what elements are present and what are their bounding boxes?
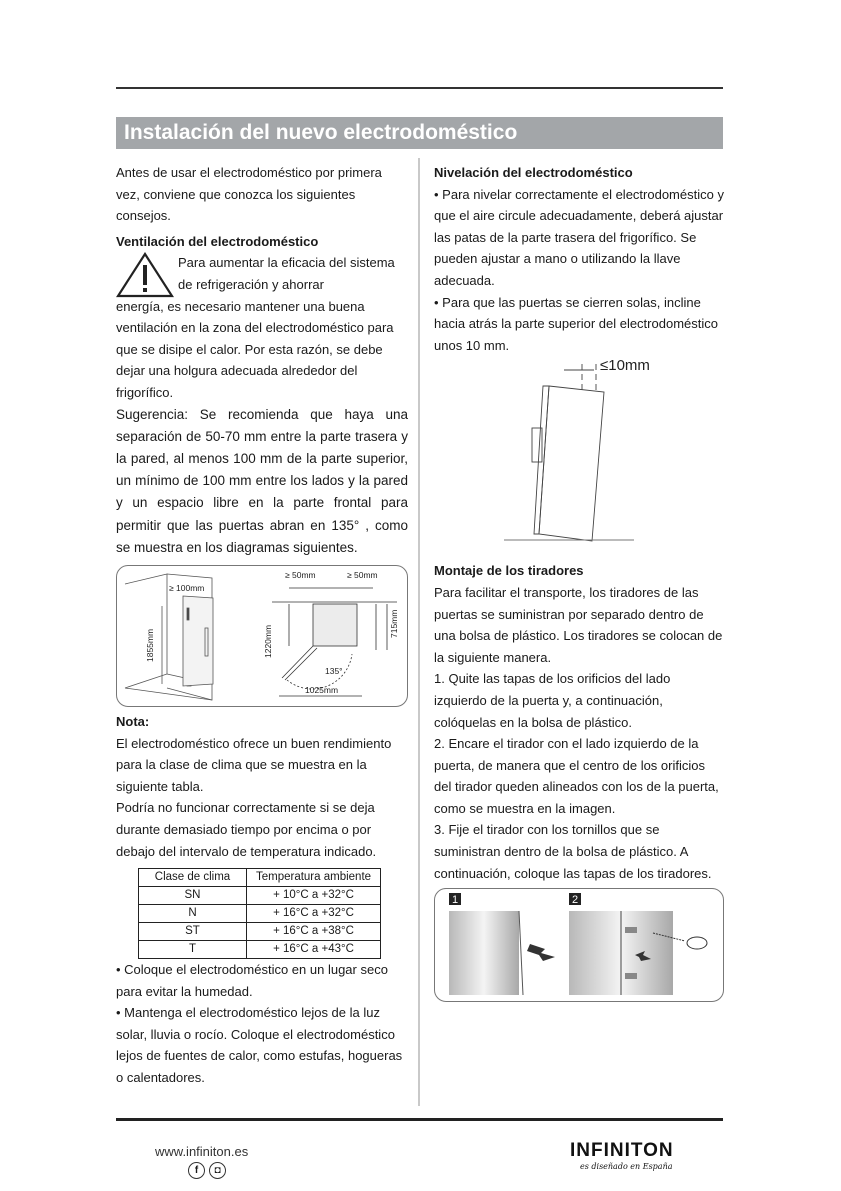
handles-step-1: 1. Quite las tapas de los orificios del lado izquierdo de la puerta y, a continuación, colóquelas en la bolsa de plástico. (434, 671, 671, 730)
warning-block (116, 252, 408, 295)
note-text-2: Podría no funcionar correctamente si se deja durante demasiado tiempo por encima o por debajo del intervalo de temperatura indicado. (116, 800, 377, 859)
table-cell: N (139, 905, 247, 923)
tilt-label: ≤10mm (600, 357, 650, 375)
floor-plan-drawing (272, 588, 397, 696)
leveling-heading: Nivelación del electrodoméstico (434, 165, 633, 180)
hand-screwdriver-icon (687, 937, 707, 949)
table-row (139, 905, 381, 923)
ventilation-text-2: energía, es necesario mantener una buena ventilación en la zona del electrodoméstico para que se disipe el calor. Por esta razón, se debe dejar una holgura adecuada alrededor del frigorífico. (116, 298, 394, 400)
table-cell: SN (139, 887, 247, 905)
ventilation-text-1: Para aumentar la eficacia del sistema de refrigeración y ahorrar (178, 255, 395, 292)
tilt-diagram (434, 356, 724, 556)
label-side-left: ≥ 50mm (285, 569, 316, 580)
label-side-right: ≥ 50mm (347, 569, 378, 580)
left-column (116, 162, 408, 1089)
step-1-badge: 1 (452, 894, 459, 907)
section-title-bar (116, 117, 723, 149)
clearance-diagram (116, 565, 408, 707)
handles-heading: Montaje de los tiradores (434, 563, 584, 579)
label-depth: 715mm (389, 609, 399, 638)
leveling-text-2: • Para que las puertas se cierren solas, incline hacia atrás la parte superior del electrodoméstico unos 10 mm. (434, 294, 718, 353)
step-2-badge: 2 (572, 894, 579, 907)
suggestion-text: Sugerencia: Se recomienda que haya una separación de 50-70 mm entre la parte trasera y la pared, al menos 100 mm de la parte superior, un mínimo de 100 mm entre los lados y la pared y un espacio libre en la parte frontal para permitir que las puertas abran en 135° , como se muestra en los diagramas siguientes. (116, 406, 408, 555)
website-link[interactable]: www.infiniton.es (155, 1144, 249, 1159)
tilted-fridge-drawing (504, 364, 634, 541)
label-height: 1855mm (145, 628, 155, 662)
table-cell: + 10°C a +32°C (247, 887, 381, 905)
handles-step-2: 2. Encare el tirador con el lado izquierdo de la puerta, de manera que el centro de los orificios del tirador queden alineados con los de la puerta, como se muestra en la imagen. (434, 736, 719, 816)
table-cell: ST (139, 923, 247, 941)
footer-rule (116, 1118, 723, 1121)
column-divider (418, 158, 420, 1106)
handles-step-3: 3. Fije el tirador con los tornillos que se suministran dentro de la bolsa de plástico. A continuación, coloque las tapas de los tiradores. (434, 822, 712, 881)
instagram-icon[interactable]: ◘ (209, 1162, 226, 1179)
arrow-icon (527, 944, 555, 961)
table-cell: + 16°C a +43°C (247, 941, 381, 959)
label-angle: 135° (325, 665, 343, 676)
handles-intro: Para facilitar el transporte, los tiradores de las puertas se suministran por separado dentro de una bolsa de plástico. Los tiradores se colocan de la siguiente manera. (434, 584, 723, 665)
table-cell: + 16°C a +38°C (247, 923, 381, 941)
label-depth-open: 1220mm (263, 624, 273, 658)
table-cell: T (139, 941, 247, 959)
leveling-text-1: • Para nivelar correctamente el electrodoméstico y que el aire circule adecuadamente, deberá ajustar las patas de la parte trasera del frigorífico. Se pueden ajustar a mano o utilizando la llave adecuada. (434, 186, 724, 288)
table-row (139, 887, 381, 905)
page-title: Instalación del nuevo electrodoméstico (124, 121, 518, 144)
header-rule (116, 87, 723, 89)
bullet-heat-sources: • Mantenga el electrodoméstico lejos de la luz solar, lluvia o rocío. Coloque el electrodoméstico lejos de fuentes de calor, como estufas, hogueras o calentadores. (116, 1005, 403, 1086)
table-row (139, 923, 381, 941)
climate-table (138, 868, 381, 959)
table-cell: + 16°C a +32°C (247, 905, 381, 923)
bullet-dry-place: • Coloque el electrodoméstico en un lugar seco para evitar la humedad. (116, 962, 388, 999)
table-header: Temperatura ambiente (247, 869, 381, 887)
intro-text: Antes de usar el electrodoméstico por primera vez, conviene que conozca los siguientes consejos. (116, 165, 382, 224)
facebook-icon[interactable]: f (188, 1162, 205, 1179)
ventilation-heading: Ventilación del electrodoméstico (116, 233, 319, 249)
table-row (139, 941, 381, 959)
warning-icon (116, 252, 174, 298)
label-top-clearance: ≥ 100mm (169, 582, 205, 593)
handle-installation-figure (434, 888, 724, 1002)
note-text-1: El electrodoméstico ofrece un buen rendimiento para la clase de clima que se muestra en la siguiente tabla. (116, 735, 392, 794)
social-icons (188, 1162, 226, 1179)
step-2-panel (569, 893, 707, 995)
note-heading: Nota: (116, 713, 150, 729)
step-1-panel (449, 893, 555, 995)
brand-tagline: es diseñado en España (580, 1162, 673, 1171)
table-header: Clase de clima (139, 869, 247, 887)
right-column (434, 162, 724, 1002)
brand-logo: INFINITON (570, 1140, 674, 1161)
table-header-row (139, 869, 381, 887)
label-width-open: 1025mm (305, 684, 339, 695)
